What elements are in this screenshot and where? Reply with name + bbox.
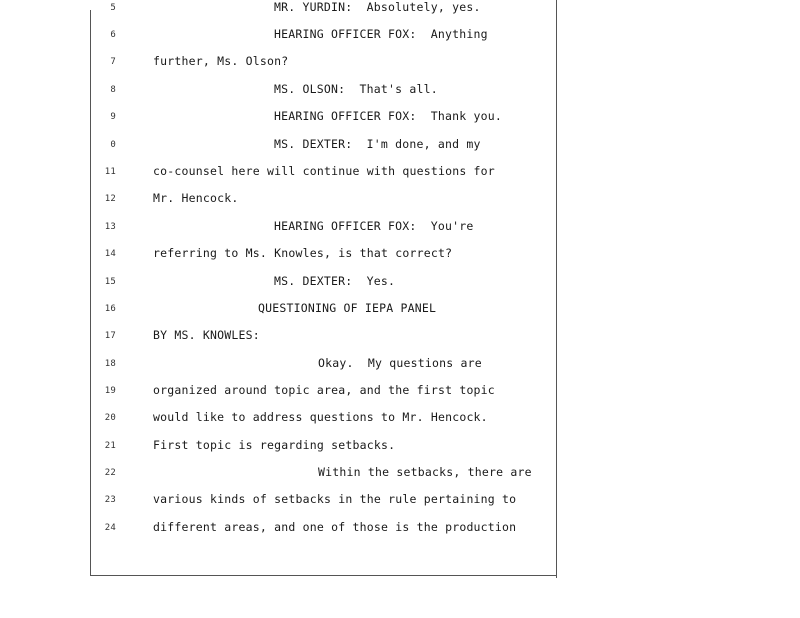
line-text: Mr. Hencock. <box>153 191 239 205</box>
line-number: 11 <box>104 167 116 177</box>
transcript-line <box>0 137 560 157</box>
transcript-line <box>0 164 560 184</box>
transcript-line <box>0 82 560 102</box>
line-number: 22 <box>104 468 116 478</box>
line-number: 5 <box>110 3 116 13</box>
transcript-line <box>0 383 560 403</box>
line-number: 16 <box>104 304 116 314</box>
transcript-line <box>0 191 560 211</box>
line-text: Within the setbacks, there are <box>318 465 532 479</box>
line-number: 13 <box>104 222 116 232</box>
line-number: 14 <box>104 249 116 259</box>
line-text: MS. DEXTER: I'm done, and my <box>274 137 481 151</box>
line-text: BY MS. KNOWLES: <box>153 328 260 342</box>
line-text: various kinds of setbacks in the rule pertaining to <box>153 492 517 506</box>
transcript-line <box>0 465 560 485</box>
line-text: MS. DEXTER: Yes. <box>274 274 396 288</box>
line-text: HEARING OFFICER FOX: Anything <box>274 27 488 41</box>
line-number: 9 <box>110 112 116 122</box>
line-number: 19 <box>104 386 116 396</box>
transcript-line <box>0 246 560 266</box>
transcript-line <box>0 27 560 47</box>
line-number: 24 <box>104 523 116 533</box>
line-text: First topic is regarding setbacks. <box>153 438 396 452</box>
line-text: MS. OLSON: That's all. <box>274 82 438 96</box>
transcript-line <box>0 0 560 20</box>
line-text: MR. YURDIN: Absolutely, yes. <box>274 0 481 14</box>
transcript-line <box>0 274 560 294</box>
transcript-line <box>0 356 560 376</box>
line-text: referring to Ms. Knowles, is that correct? <box>153 246 453 260</box>
line-number: 18 <box>104 359 116 369</box>
transcript-line <box>0 54 560 74</box>
line-number: 20 <box>104 413 116 423</box>
line-text: would like to address questions to Mr. Hencock. <box>153 410 488 424</box>
line-number: 12 <box>104 194 116 204</box>
line-text: further, Ms. Olson? <box>153 54 289 68</box>
line-number: 0 <box>110 140 116 150</box>
line-number: 8 <box>110 85 116 95</box>
line-number: 21 <box>104 441 116 451</box>
line-text: co-counsel here will continue with questions for <box>153 164 495 178</box>
transcript-line <box>0 492 560 512</box>
line-text: organized around topic area, and the first topic <box>153 383 495 397</box>
line-number: 17 <box>104 331 116 341</box>
transcript-line <box>0 109 560 129</box>
line-text: HEARING OFFICER FOX: You're <box>274 219 474 233</box>
bottom-margin-rule <box>90 575 557 576</box>
line-number: 7 <box>110 57 116 67</box>
section-heading: QUESTIONING OF IEPA PANEL <box>258 301 437 315</box>
transcript-line <box>0 438 560 458</box>
transcript-line <box>0 301 560 321</box>
line-text: different areas, and one of those is the production <box>153 520 517 534</box>
transcript-line <box>0 219 560 239</box>
line-number: 6 <box>110 30 116 40</box>
transcript-line <box>0 410 560 430</box>
transcript-line <box>0 520 560 540</box>
line-text: HEARING OFFICER FOX: Thank you. <box>274 109 502 123</box>
line-number: 23 <box>104 495 116 505</box>
transcript-line <box>0 328 560 348</box>
line-text: Okay. My questions are <box>318 356 482 370</box>
line-number: 15 <box>104 277 116 287</box>
